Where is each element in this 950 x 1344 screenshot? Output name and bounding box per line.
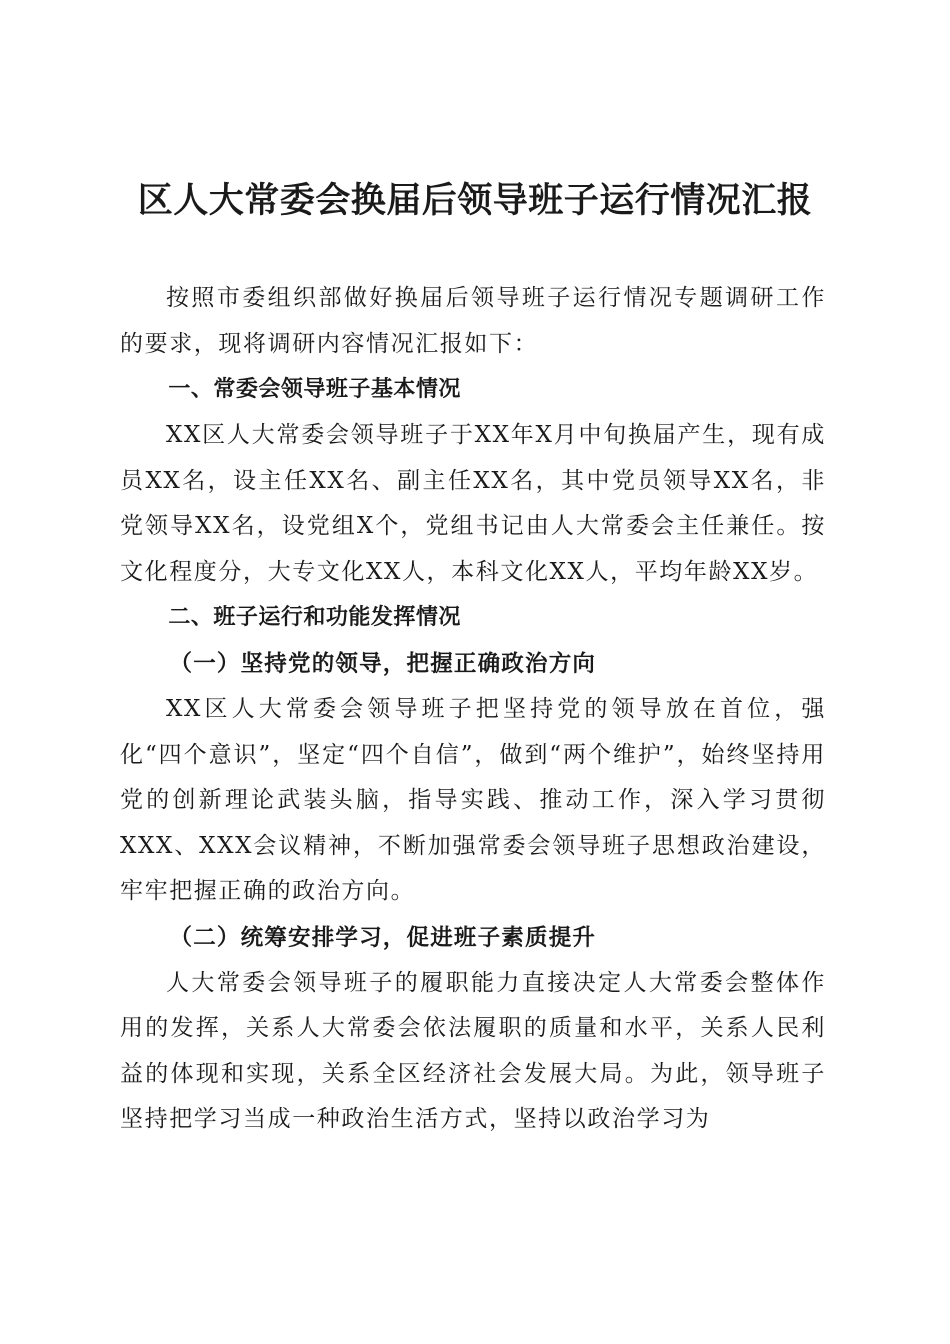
subsection-2-heading: （二）统筹安排学习，促进班子素质提升 xyxy=(169,924,597,951)
subsection-1-heading: （一）坚持党的领导，把握正确政治方向 xyxy=(169,651,597,677)
intro-paragraph: 按照市委组织部做好换届后领导班子运行情况专题调研工作的要求，现将调研内容情况汇报如下： xyxy=(120,285,826,357)
section-2-heading: 二、班子运行和功能发挥情况 xyxy=(168,605,461,630)
section-1-paragraph: XX区人大常委会领导班子于XX年X月中旬换届产生，现有成员XX名，设主任XX名、副主任XX名，其中党员领导XX名，非党领导XX名，设党组X个，党组书记由人大常委会主任兼任。按文化程度分，大专文化XX人，本科文化XX人，平均年龄XX岁。 xyxy=(120,422,826,585)
document-title: 区人大常委会换届后领导班子运行情况汇报 xyxy=(137,181,813,221)
section-1-heading: 一、常委会领导班子基本情况 xyxy=(168,377,461,402)
subsection-1-paragraph: XX区人大常委会领导班子把坚持党的领导放在首位，强化“四个意识”，坚定“四个自信”，做到“两个维护”，始终坚持用党的创新理论武装头脑，指导实践、推动工作，深入学习贯彻XXX、XXX会议精神，不断加强常委会领导班子思想政治建设，牢牢把握正确的政治方向。 xyxy=(120,696,826,904)
subsection-2-paragraph: 人大常委会领导班子的履职能力直接决定人大常委会整体作用的发挥，关系人大常委会依法履职的质量和水平，关系人民利益的体现和实现，关系全区经济社会发展大局。为此，领导班子坚持把学习当成一种政治生活方式，坚持以政治学习为 xyxy=(120,969,826,1132)
document-body xyxy=(120,276,826,1143)
